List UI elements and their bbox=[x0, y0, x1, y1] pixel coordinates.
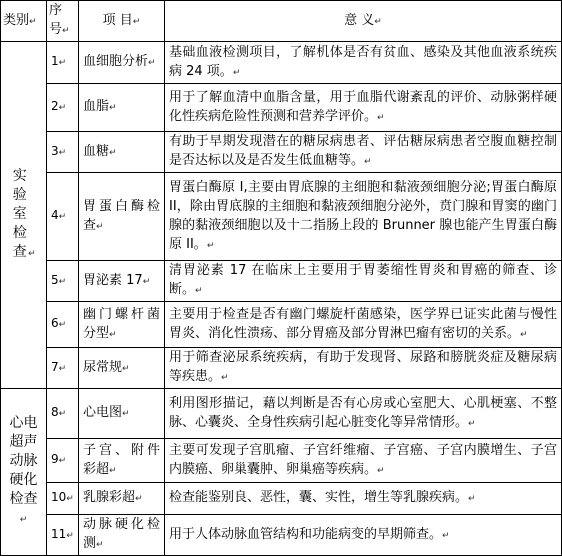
table-row bbox=[1, 483, 562, 515]
table-row bbox=[1, 173, 562, 261]
row-number: 8↵ bbox=[47, 389, 79, 439]
row-meaning: 检查能鉴别良、恶性，囊、实性，增生等乳腺疾病。↵ bbox=[165, 483, 562, 515]
row-number: 2↵ bbox=[47, 84, 79, 132]
row-item: 胃泌素 17↵ bbox=[79, 261, 165, 302]
row-meaning: 用于人体动脉血管结构和功能病变的早期筛查。↵ bbox=[165, 515, 562, 556]
row-number: 10↵ bbox=[47, 483, 79, 515]
row-number: 1↵ bbox=[47, 42, 79, 84]
row-item: 胃蛋白酶检查↵ bbox=[79, 173, 165, 261]
header-number: 序号↵ bbox=[47, 1, 79, 42]
header-meaning: 意 义↵ bbox=[165, 1, 562, 42]
row-meaning: 主要可发现子宫肌瘤、子宫纤维瘤、子宫癌、子宫内膜增生、子宫内膜癌、卵巢囊肿、卵巢癌等疾病。↵ bbox=[165, 439, 562, 483]
table-row bbox=[1, 42, 562, 84]
row-item: 血糖↵ bbox=[79, 132, 165, 173]
row-item: 尿常规↵ bbox=[79, 348, 165, 389]
row-item: 幽门螺杆菌分型↵ bbox=[79, 302, 165, 348]
row-item: 乳腺彩超↵ bbox=[79, 483, 165, 515]
table-row bbox=[1, 84, 562, 132]
row-item: 动脉硬化检测↵ bbox=[79, 515, 165, 556]
row-number: 7↵ bbox=[47, 348, 79, 389]
row-item: 血脂↵ bbox=[79, 84, 165, 132]
row-number: 3↵ bbox=[47, 132, 79, 173]
table-row bbox=[1, 515, 562, 556]
header-category: 类别↵ bbox=[1, 1, 47, 42]
category-ecg-ultrasound: 心电超声动脉硬化检查↵ bbox=[1, 389, 47, 556]
table-row bbox=[1, 439, 562, 483]
row-number: 5↵ bbox=[47, 261, 79, 302]
category-lab-tests: 实验室检查↵ bbox=[1, 42, 47, 389]
row-meaning: 利用图形描记，藉以判断是否有心房或心室肥大、心肌梗塞、不整脉、心囊炎、全身性疾病引起心脏变化等异常情形。↵ bbox=[165, 389, 562, 439]
row-item: 子宫、附件彩超↵ bbox=[79, 439, 165, 483]
row-meaning: 主要用于检查是否有幽门螺旋杆菌感染，医学界已证实此菌与慢性胃炎、消化性溃疡、部分胃癌及部分胃淋巴瘤有密切的关系。↵ bbox=[165, 302, 562, 348]
row-meaning: 用于筛查泌尿系统疾病，有助于发现肾、尿路和膀胱炎症及糖尿病等疾患。↵ bbox=[165, 348, 562, 389]
table-row bbox=[1, 389, 562, 439]
row-meaning: 有助于早期发现潜在的糖尿病患者、评估糖尿病患者空腹血糖控制是否达标以及是否发生低血糖等。↵ bbox=[165, 132, 562, 173]
row-number: 4↵ bbox=[47, 173, 79, 261]
header-item: 项 目↵ bbox=[79, 1, 165, 42]
row-meaning: 用于了解血清中血脂含量，用于血脂代谢紊乱的评价、动脉粥样硬化性疾病危险性预测和营养学评价。↵ bbox=[165, 84, 562, 132]
header-row bbox=[1, 1, 562, 42]
table-row bbox=[1, 261, 562, 302]
row-number: 11↵ bbox=[47, 515, 79, 556]
row-meaning: 基础血液检测项目，了解机体是否有贫血、感染及其他血液系统疾病 24 项。↵ bbox=[165, 42, 562, 84]
row-number: 6↵ bbox=[47, 302, 79, 348]
row-item: 心电图↵ bbox=[79, 389, 165, 439]
row-meaning: 胃蛋白酶原 I,主要由胃底腺的主细胞和黏液颈细胞分泌;胃蛋白酶原 II，除由胃底腺的主细胞和黏液颈细胞分泌外，贲门腺和胃窦的幽门腺的黏液颈细胞以及十二指肠上段的 Brunner 腺也能产生胃蛋白酶原 II。↵ bbox=[165, 173, 562, 261]
row-meaning: 清胃泌素 17 在临床上主要用于胃萎缩性胃炎和胃癌的筛查、诊断。↵ bbox=[165, 261, 562, 302]
row-number: 9↵ bbox=[47, 439, 79, 483]
table-row bbox=[1, 348, 562, 389]
row-item: 血细胞分析↵ bbox=[79, 42, 165, 84]
table-row bbox=[1, 132, 562, 173]
table-row bbox=[1, 302, 562, 348]
